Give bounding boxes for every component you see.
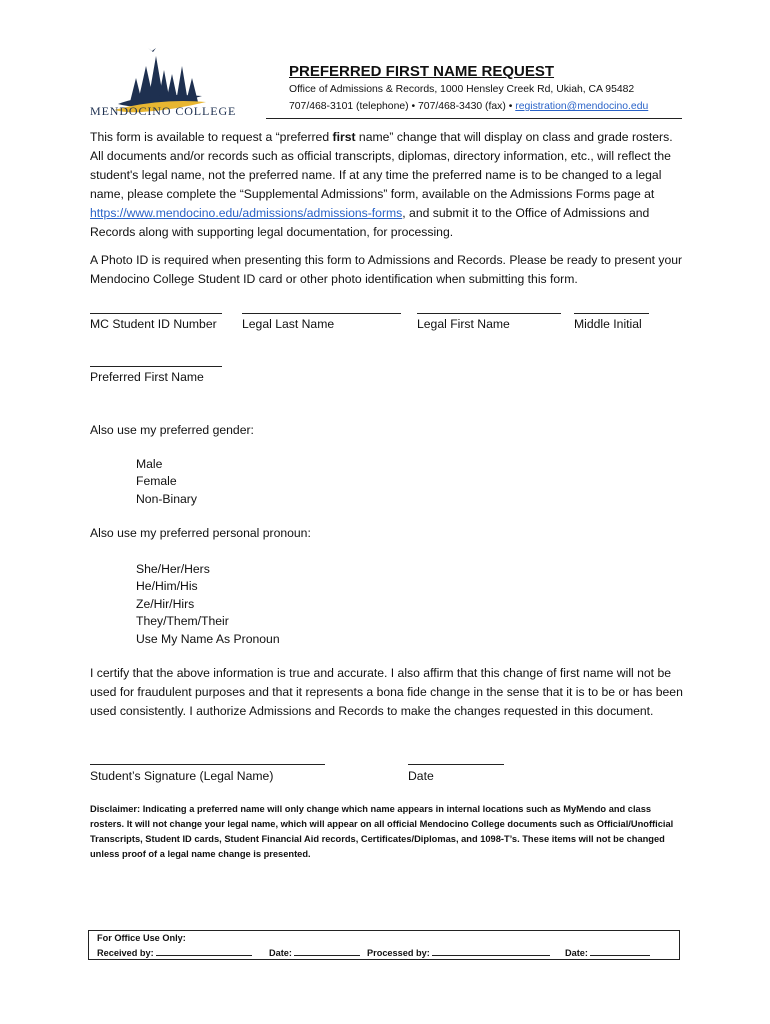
header-divider (266, 118, 682, 119)
received-by-label: Received by: (97, 948, 154, 958)
intro-text: name” change that will display on class and grade rosters. All documents and/or records such as official transcripts, diplomas, directory information, etc., will reflect the student's legal name, not the preferred name. If at any time the preferred name is to be changed to a legal name, please complete the “Supplemental Admissions” form, available on the Admissions Forms page at (90, 130, 673, 201)
date-1-field[interactable] (294, 946, 360, 956)
logo-wordmark: MENDOCINO COLLEGE (90, 104, 237, 118)
first-name-field[interactable] (417, 313, 561, 314)
intro-paragraph (90, 128, 688, 242)
email-link[interactable]: registration@mendocino.edu (515, 101, 649, 112)
pronoun-option-he[interactable]: He/Him/His (136, 579, 198, 594)
intro-bold-word: first (332, 130, 356, 144)
contact-line (289, 101, 648, 112)
disclaimer-text: Disclaimer: Indicating a preferred name will only change which name appears in internal locations such as MyMendo and class rosters. It will not change your legal name, which will appear on all official Mendocino College documents such as Official/Unofficial Transcripts, Student ID cards, Student Financial Aid records, Certificates/Diplomas, and 1098-T’s. These items will not be changed unless proof of a legal name change is presented. (90, 804, 674, 859)
pronoun-prompt: Also use my preferred personal pronoun: (90, 526, 311, 540)
middle-initial-label: Middle Initial (574, 317, 642, 331)
intro-text: , and submit it to the Office of Admissions and Records along with supporting legal documentation, for processing. (90, 206, 650, 239)
admissions-forms-link[interactable]: https://www.mendocino.edu/admissions/admissions-forms (90, 206, 403, 220)
phone-number: 707/468-3101 (telephone) (289, 101, 409, 112)
fax-number: 707/468-3430 (fax) (418, 101, 506, 112)
date-2-label: Date: (565, 948, 588, 958)
certification-paragraph: I certify that the above information is true and accurate. I also affirm that this change of first name will not be used for fraudulent purposes and that it represents a bona fide change in the sense that it is to be or has been used consistently. I authorize Admissions and Records to make the changes requested in this document. (90, 666, 683, 718)
received-by (97, 946, 252, 958)
date-2-field[interactable] (590, 946, 650, 956)
processed-by-field[interactable] (432, 946, 550, 956)
student-id-label: MC Student ID Number (90, 317, 217, 331)
last-name-label: Legal Last Name (242, 317, 335, 331)
processed-by-label: Processed by: (367, 948, 430, 958)
student-id-field[interactable] (90, 313, 222, 314)
received-by-field[interactable] (156, 946, 252, 956)
signature-date-field[interactable] (408, 764, 504, 765)
page-title: PREFERRED FIRST NAME REQUEST (289, 63, 555, 80)
pronoun-option-name[interactable]: Use My Name As Pronoun (136, 631, 280, 646)
signature-label: Student’s Signature (Legal Name) (90, 769, 274, 783)
gender-options (136, 456, 197, 508)
date-1-label: Date: (269, 948, 292, 958)
gender-option-male[interactable]: Male (136, 457, 163, 471)
date-2 (565, 946, 650, 958)
office-use-box (88, 930, 680, 960)
signature-date-label: Date (408, 769, 434, 783)
bullet-separator: • (508, 101, 513, 112)
office-use-heading: For Office Use Only: (97, 933, 186, 943)
bullet-separator: • (411, 101, 416, 112)
pronoun-option-she[interactable]: She/Her/Hers (136, 562, 210, 576)
gender-prompt: Also use my preferred gender: (90, 423, 254, 437)
preferred-first-name-label: Preferred First Name (90, 370, 204, 384)
intro-text: This form is available to request a “preferred (90, 130, 333, 144)
office-address: Office of Admissions & Records, 1000 Hensley Creek Rd, Ukiah, CA 95482 (289, 84, 635, 95)
date-1 (269, 946, 360, 958)
processed-by (367, 946, 550, 958)
pronoun-option-ze[interactable]: Ze/Hir/Hirs (136, 596, 195, 611)
pronoun-options (136, 561, 280, 648)
pronoun-option-they[interactable]: They/Them/Their (136, 614, 229, 629)
first-name-label: Legal First Name (417, 317, 510, 331)
gender-option-non-binary[interactable]: Non-Binary (136, 491, 197, 506)
middle-initial-field[interactable] (574, 313, 649, 314)
photo-id-paragraph: A Photo ID is required when presenting this form to Admissions and Records. Please be ready to present your Mendocino College Student ID card or other photo identification when submitting this form. (90, 253, 683, 286)
preferred-first-name-field[interactable] (90, 366, 222, 367)
signature-field[interactable] (90, 764, 325, 765)
last-name-field[interactable] (242, 313, 401, 314)
gender-option-female[interactable]: Female (136, 474, 177, 489)
